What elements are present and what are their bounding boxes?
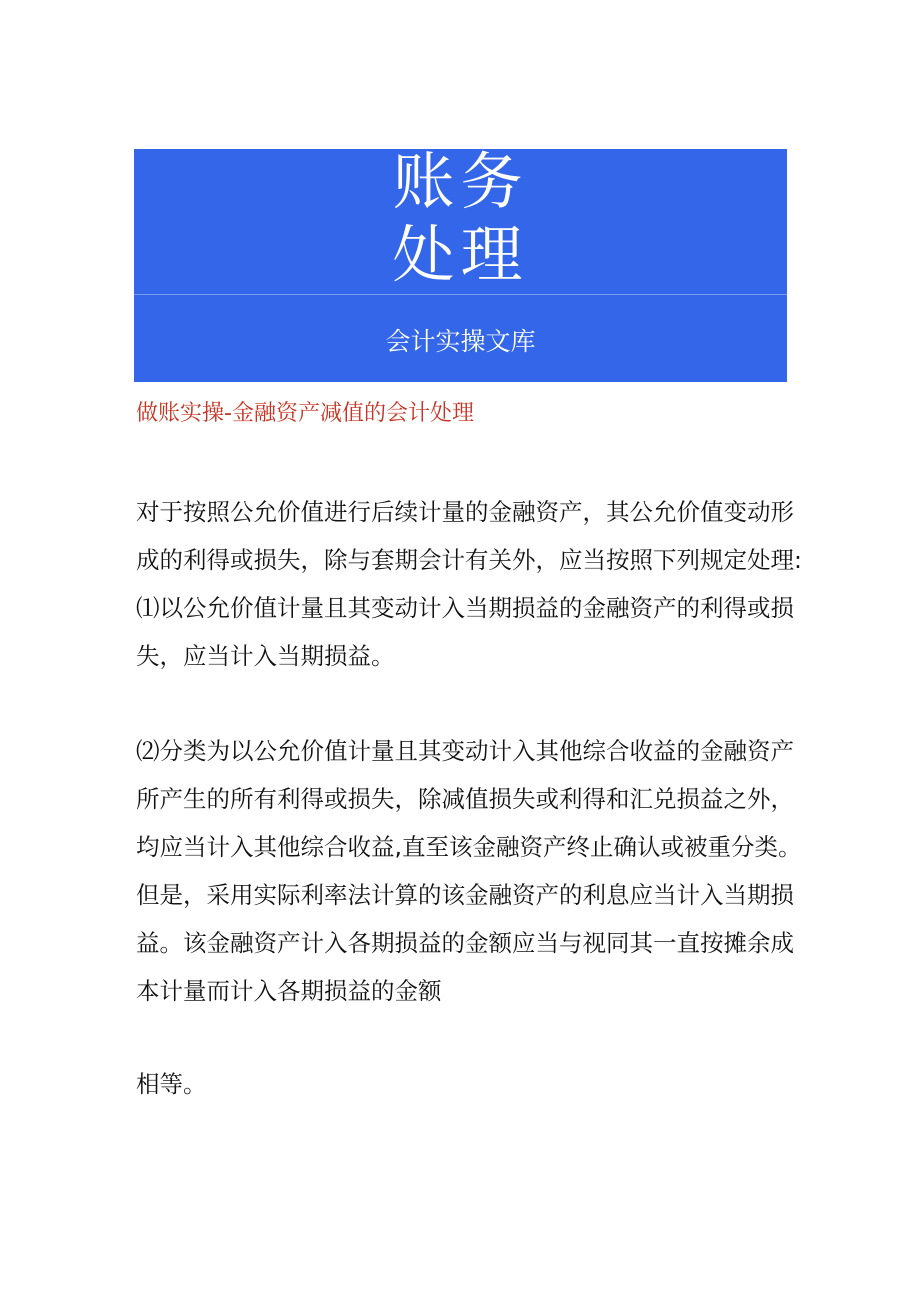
paragraph-3	[136, 1060, 786, 1108]
banner-title-line-1: 账务	[392, 145, 529, 218]
paragraph-line: 所产生的所有利得或损失，除减值损失或利得和汇兑损益之外，	[136, 785, 794, 813]
paragraph-1	[136, 488, 802, 680]
paragraph-2	[136, 727, 802, 1015]
paragraph-line: 失，应当计入当期损益。	[136, 642, 395, 670]
paragraph-line: ⑵分类为以公允价值计量且其变动计入其他综合收益的金融资产	[136, 737, 794, 765]
banner-subtitle: 会计实操文库	[385, 327, 536, 356]
cover-banner	[134, 145, 787, 382]
paragraph-line: 益。该金融资产计入各期损益的金额应当与视同其一直按摊余成	[136, 929, 794, 957]
banner-title-line-2: 处理	[392, 218, 529, 291]
document-title: 做账实操-金融资产减值的会计处理	[136, 401, 474, 426]
paragraph-line: 均应当计入其他综合收益,直至该金融资产终止确认或被重分类。	[136, 833, 802, 861]
paragraph-line: 对于按照公允价值进行后续计量的金融资产，其公允价值变动形	[136, 498, 794, 526]
paragraph-line: 相等。	[136, 1070, 207, 1098]
paragraph-line: ⑴以公允价值计量且其变动计入当期损益的金融资产的利得或损	[136, 594, 794, 622]
paragraph-line: 但是，采用实际利率法计算的该金融资产的利息应当计入当期损	[136, 881, 794, 909]
banner-divider	[134, 294, 787, 295]
paragraph-line: 本计量而计入各期损益的金额	[136, 977, 442, 1005]
paragraph-line: 成的利得或损失，除与套期会计有关外，应当按照下列规定处理:	[136, 546, 802, 574]
